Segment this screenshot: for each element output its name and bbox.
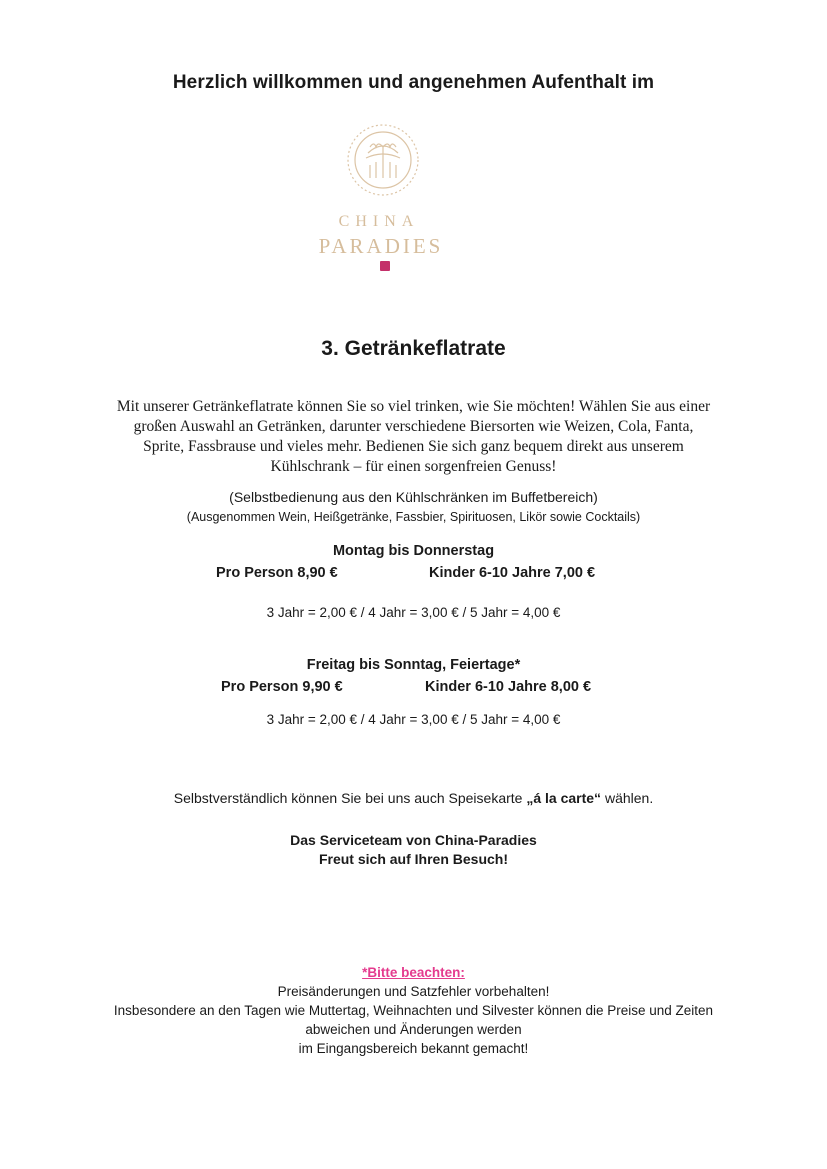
notice-line: Preisänderungen und Satzfehler vorbehalten! bbox=[277, 984, 550, 999]
weekday-small-kids-prices: 3 Jahr = 2,00 € / 4 Jahr = 3,00 € / 5 Jahr = 4,00 € bbox=[266, 605, 561, 620]
notice-title: *Bitte beachten: bbox=[362, 965, 465, 980]
notice-line: im Eingangsbereich bekannt gemacht! bbox=[298, 1041, 529, 1056]
logo-text-paradies: PARADIES bbox=[318, 234, 444, 258]
weekday-adult-price: Pro Person 8,90 € bbox=[216, 565, 338, 581]
team-line: Das Serviceteam von China-Paradies bbox=[290, 832, 537, 848]
notice-line: Insbesondere an den Tagen wie Muttertag, Weihnachten und Silvester können die Preise und Zeiten bbox=[113, 1003, 714, 1018]
intro-line: großen Auswahl an Getränken, darunter verschiedene Biersorten wie Weizen, Cola, Fanta, bbox=[133, 418, 694, 435]
a-la-carte-text: Selbstverständlich können Sie bei uns auch Speisekarte bbox=[173, 790, 527, 806]
weekend-adult-price: Pro Person 9,90 € bbox=[221, 679, 343, 695]
team-line: Freut sich auf Ihren Besuch! bbox=[318, 851, 509, 867]
weekend-heading: Freitag bis Sonntag, Feiertage* bbox=[306, 657, 521, 673]
intro-line: Sprite, Fassbrause und vieles mehr. Bedienen Sie sich ganz bequem direkt aus unserem bbox=[143, 438, 684, 455]
exclusions-note: (Ausgenommen Wein, Heißgetränke, Fassbier, Spirituosen, Likör sowie Cocktails) bbox=[186, 510, 641, 524]
logo-seal-icon bbox=[380, 261, 390, 271]
china-paradies-logo bbox=[338, 120, 468, 300]
weekend-small-kids-prices: 3 Jahr = 2,00 € / 4 Jahr = 3,00 € / 5 Jahr = 4,00 € bbox=[266, 712, 561, 727]
intro-line: Kühlschrank – für einen sorgenfreien Genuss! bbox=[270, 458, 557, 475]
self-service-note: (Selbstbedienung aus den Kühlschränken im Buffetbereich) bbox=[229, 489, 598, 505]
section-title: 3. Getränkeflatrate bbox=[321, 337, 506, 360]
logo-text-china: CHINA bbox=[338, 213, 420, 230]
a-la-carte-highlight: „á la carte“ bbox=[526, 790, 602, 806]
intro-line: Mit unserer Getränkeflatrate können Sie so viel trinken, wie Sie möchten! Wählen Sie aus einer bbox=[116, 398, 711, 415]
a-la-carte-text-end: wählen. bbox=[601, 790, 654, 806]
welcome-heading: Herzlich willkommen und angenehmen Aufenthalt im bbox=[172, 72, 655, 93]
service-team-signoff bbox=[0, 831, 827, 869]
notice-line: abweichen und Änderungen werden bbox=[305, 1022, 522, 1037]
weekday-child-price: Kinder 6-10 Jahre 7,00 € bbox=[429, 565, 596, 581]
intro-text bbox=[0, 397, 827, 477]
weekend-child-price: Kinder 6-10 Jahre 8,00 € bbox=[425, 679, 592, 695]
price-notice bbox=[0, 963, 827, 1058]
a-la-carte-note bbox=[0, 790, 827, 806]
weekday-heading: Montag bis Donnerstag bbox=[332, 543, 495, 559]
